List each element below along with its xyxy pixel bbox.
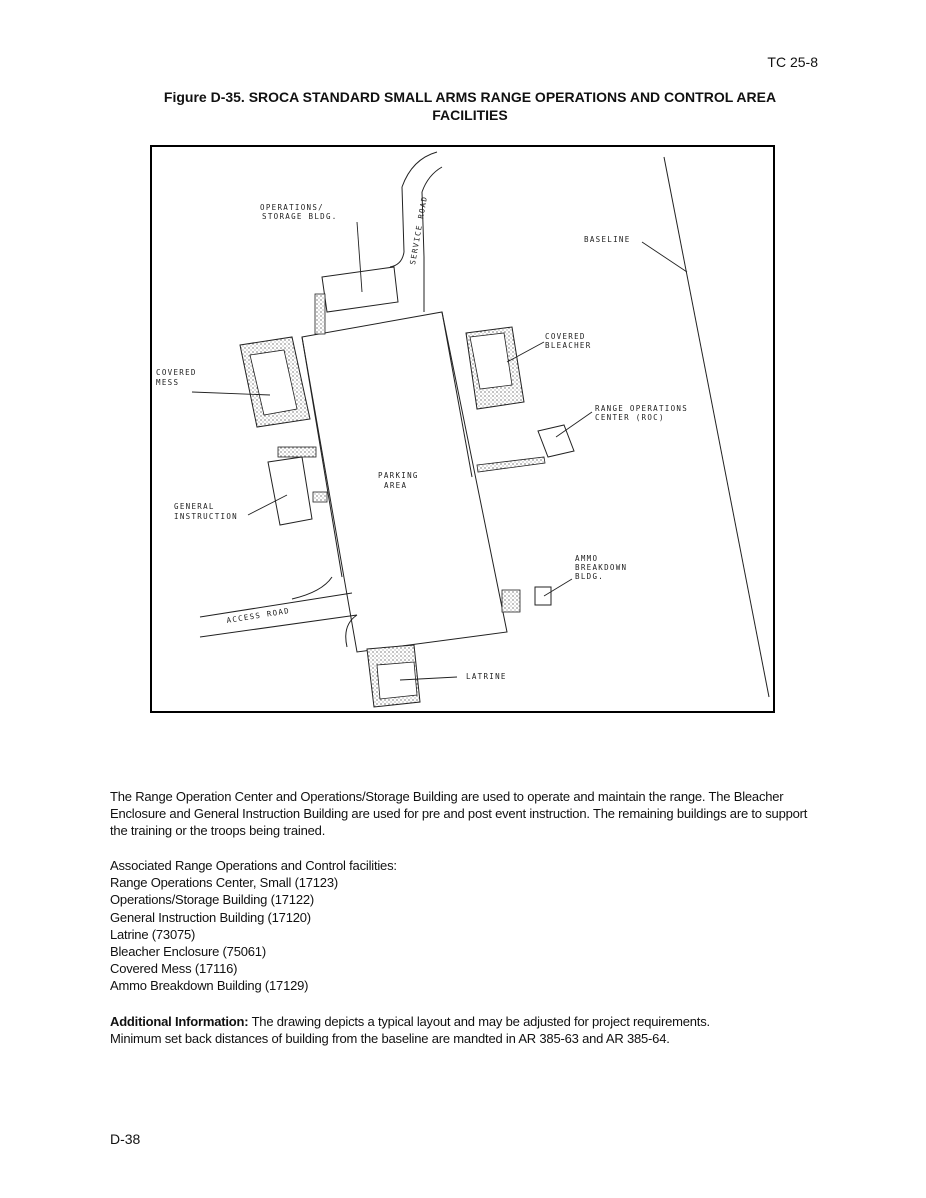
label-general-1: GENERAL <box>174 502 215 511</box>
additional-line-2: Minimum set back distances of building from the baseline are mandted in AR 385-63 and AR 385-64. <box>110 1031 670 1046</box>
label-covered-bleacher-2: BLEACHER <box>545 341 592 350</box>
facility-item: General Instruction Building (17120) <box>110 909 311 925</box>
facility-item: Operations/Storage Building (17122) <box>110 892 315 908</box>
additional-line-1: The drawing depicts a typical layout and may be adjusted for project requirements. <box>248 1014 710 1029</box>
description-line-1: The Range Operation Center and Operations/Storage Building are used to operate and maintain the range. The Bleacher <box>110 789 784 804</box>
label-service-road: SERVICE ROAD <box>408 195 430 266</box>
label-covered-bleacher-1: COVERED <box>545 332 586 341</box>
facility-item: Ammo Breakdown Building (17129) <box>110 978 309 994</box>
document-id: TC 25-8 <box>767 54 818 70</box>
site-plan-figure <box>150 145 775 713</box>
figure-title-line-1: Figure D-35. SROCA STANDARD SMALL ARMS RANGE OPERATIONS AND CONTROL AREA <box>163 89 777 105</box>
facilities-heading: Associated Range Operations and Control facilities: <box>110 858 397 873</box>
label-general-2: INSTRUCTION <box>174 512 238 521</box>
label-ammo-1: AMMO <box>575 554 599 563</box>
facility-item: Bleacher Enclosure (75061) <box>110 944 266 960</box>
label-parking-2: AREA <box>384 481 408 490</box>
general-instruction-porch <box>313 492 327 502</box>
label-parking-1: PARKING <box>378 471 419 480</box>
label-access-road: ACCESS ROAD <box>225 606 291 625</box>
label-latrine: LATRINE <box>466 672 507 681</box>
latrine-inner <box>377 662 417 699</box>
ops-storage-building <box>322 267 398 312</box>
label-covered-mess-2: MESS <box>156 378 180 387</box>
general-instruction-pad <box>278 447 316 457</box>
ammo-breakdown-pad <box>502 590 520 612</box>
label-ammo-2: BREAKDOWN <box>575 563 628 572</box>
figure-title-line-2: FACILITIES <box>432 107 508 123</box>
label-ops-storage-2: STORAGE BLDG. <box>262 212 338 221</box>
page-number: D-38 <box>110 1131 141 1147</box>
roc-walkway <box>477 457 545 472</box>
additional-information <box>110 1013 830 1047</box>
label-ops-storage-1: OPERATIONS/ <box>260 203 324 212</box>
general-instruction-building <box>268 457 312 525</box>
figure-title <box>110 88 830 124</box>
range-operations-center <box>538 425 574 457</box>
additional-label: Additional Information: <box>110 1014 249 1029</box>
description-line-3: the training or the troops being trained. <box>110 823 326 838</box>
description-paragraph <box>110 788 830 839</box>
description-line-2: Enclosure and General Instruction Building are used for pre and post event instruction. The remaining buildings are to support <box>110 806 808 821</box>
label-range-ops-2: CENTER (ROC) <box>595 413 665 422</box>
ammo-breakdown-building <box>535 587 551 605</box>
label-range-ops-1: RANGE OPERATIONS <box>595 404 689 413</box>
facility-item: Range Operations Center, Small (17123) <box>110 875 338 891</box>
label-ammo-3: BLDG. <box>575 572 605 581</box>
label-baseline: BASELINE <box>584 235 631 244</box>
facilities-list <box>110 857 830 995</box>
site-plan-drawing <box>152 147 773 711</box>
facility-item: Covered Mess (17116) <box>110 961 238 977</box>
baseline-line <box>664 157 769 697</box>
label-covered-mess-1: COVERED <box>156 368 197 377</box>
ops-storage-pad <box>315 294 325 334</box>
facility-item: Latrine (73075) <box>110 926 196 942</box>
